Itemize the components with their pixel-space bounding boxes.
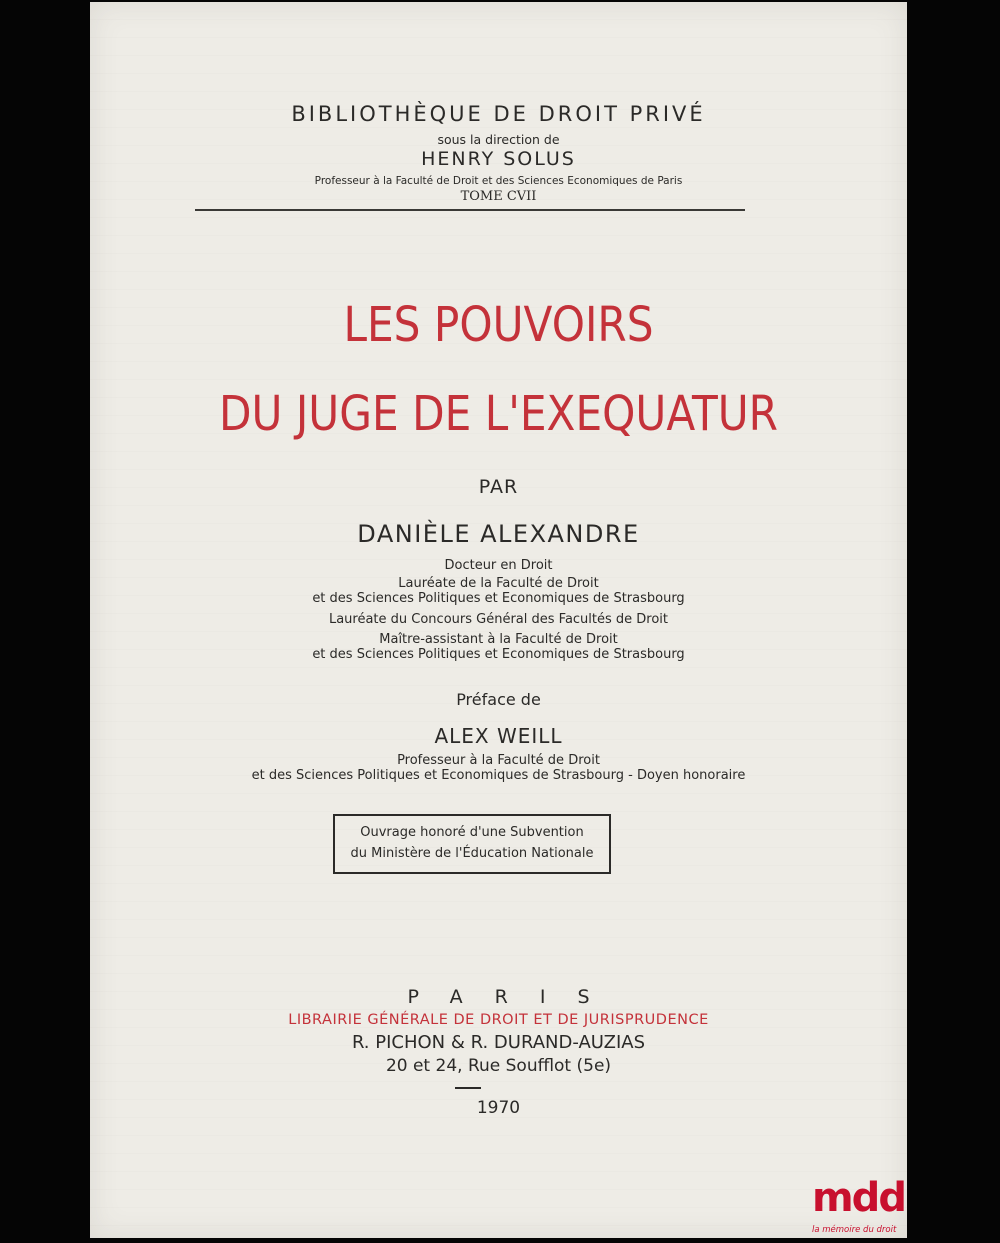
author-credential: et des Sciences Politiques et Economiques de Strasbourg <box>312 647 685 662</box>
series-title: BIBLIOTHÈQUE DE DROIT PRIVÉ <box>291 102 706 126</box>
year-divider <box>455 1087 481 1089</box>
publication-year: 1970 <box>476 1098 521 1118</box>
book-cover <box>90 2 907 1238</box>
publisher-address: 20 et 24, Rue Soufflot (5e) <box>385 1056 612 1076</box>
subsidy-notice-line-1: Ouvrage honoré d'une Subvention <box>360 825 584 840</box>
author-name: DANIÈLE ALEXANDRE <box>357 520 640 548</box>
series-editor: HENRY SOLUS <box>421 148 576 170</box>
mdd-logo-tagline: la mémoire du droit <box>812 1225 897 1235</box>
publisher-names: R. PICHON & R. DURAND-AUZIAS <box>351 1032 646 1053</box>
author-credential: et des Sciences Politiques et Economiques de Strasbourg <box>312 591 685 606</box>
author-credential: Lauréate du Concours Général des Facultés de Droit <box>328 612 669 627</box>
mdd-logo-mark: mdd <box>812 1175 905 1221</box>
book-title-line-1: LES POUVOIRS <box>343 297 654 353</box>
preface-credential: et des Sciences Politiques et Economiques de Strasbourg - Doyen honoraire <box>251 768 746 783</box>
preface-label: Préface de <box>456 690 541 709</box>
header-divider <box>195 209 745 211</box>
author-credential: Docteur en Droit <box>444 558 553 573</box>
by-label: PAR <box>478 476 519 498</box>
preface-author: ALEX WEILL <box>434 724 563 748</box>
direction-label: sous la direction de <box>437 132 560 147</box>
author-credential: Lauréate de la Faculté de Droit <box>398 576 599 591</box>
mdd-logo <box>806 1175 916 1243</box>
series-editor-title: Professeur à la Faculté de Droit et des Sciences Economiques de Paris <box>314 175 683 187</box>
book-title-line-2: DU JUGE DE L'EXEQUATUR <box>218 386 779 442</box>
subsidy-notice-line-2: du Ministère de l'Éducation Nationale <box>350 846 594 861</box>
tome-number: TOME CVII <box>460 189 537 204</box>
subsidy-notice-box <box>333 814 611 874</box>
publisher-house: LIBRAIRIE GÉNÉRALE DE DROIT ET DE JURISPRUDENCE <box>288 1012 709 1028</box>
author-credential: Maître-assistant à la Faculté de Droit <box>379 632 618 647</box>
publisher-city: PARIS <box>407 986 622 1008</box>
preface-credential: Professeur à la Faculté de Droit <box>397 753 600 768</box>
